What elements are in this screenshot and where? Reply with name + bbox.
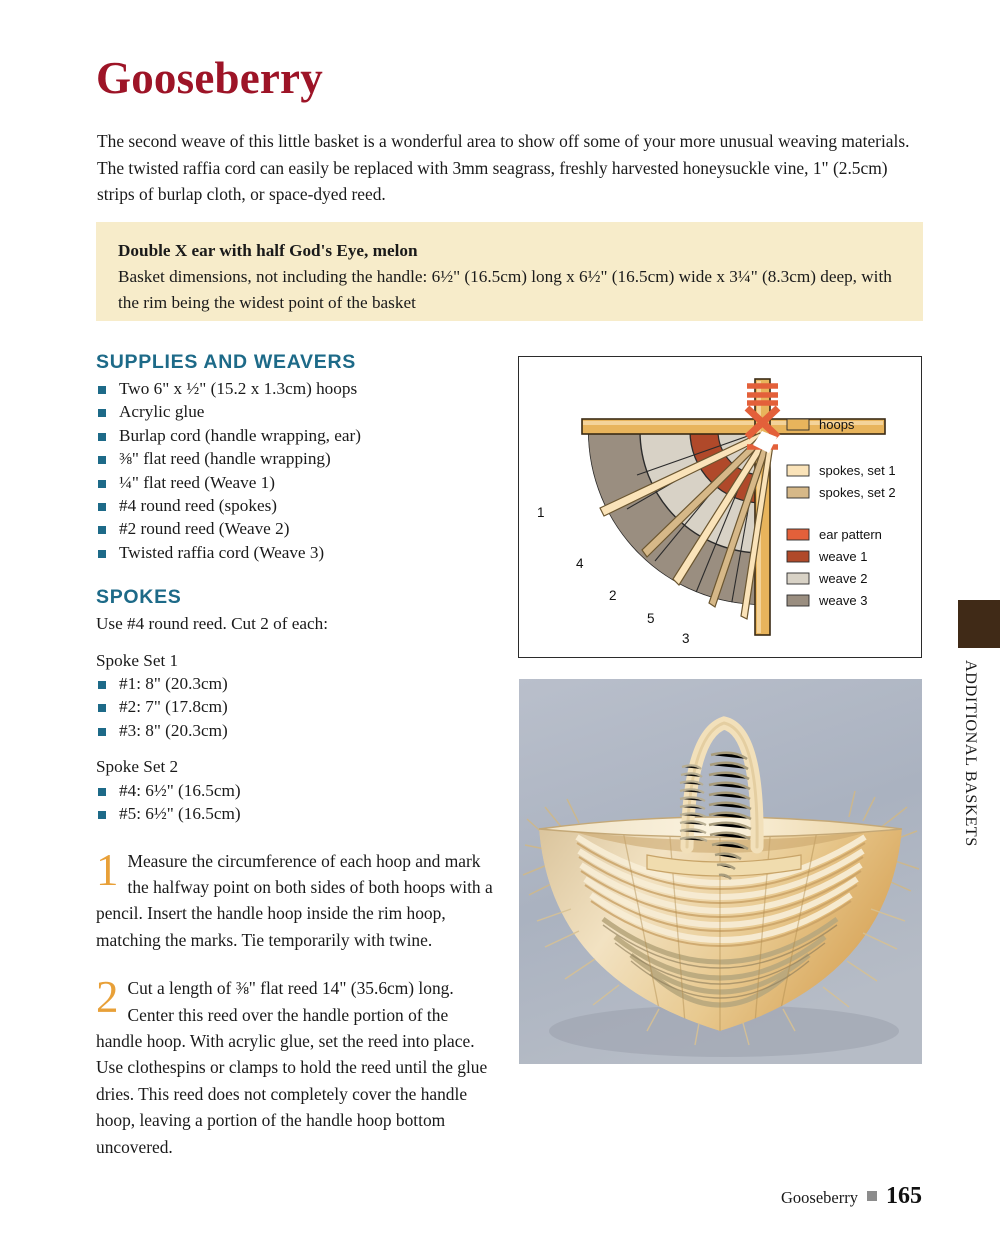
supplies-list-item-label: ⅜" flat reed (handle wrapping) [119,449,331,469]
legend-swatch [787,595,809,606]
spoke-label-3: 3 [682,631,690,646]
spoke-label-4: 4 [576,556,584,571]
spoke-set-2-list [96,779,496,826]
spoke-set-1-label: Spoke Set 1 [96,650,179,670]
supplies-list-item-label: Two 6" x ½" (15.2 x 1.3cm) hoops [119,379,358,398]
legend-label: weave 3 [819,593,868,608]
legend-swatch [787,573,809,584]
legend-label: spokes, set 1 [819,463,896,478]
chapter-tab-label: ADDITIONAL BASKETS [962,660,980,847]
info-box-heading: Double X ear with half God's Eye, melon [118,241,418,260]
supplies-list-item-label: #4 round reed (spokes) [119,496,277,516]
bullet-square-icon [98,503,106,511]
spoke-label-5: 5 [647,611,655,626]
spoke-set-1-item [96,672,496,695]
bullet-square-icon [98,480,106,488]
step-number: 1 [96,844,119,895]
bullet-square-icon [98,681,106,689]
supplies-list-item-label: Burlap cord (handle wrapping, ear) [119,425,361,445]
spokes-heading: SPOKES [96,586,182,609]
supplies-list-item [96,541,496,564]
bullet-square-icon [98,550,106,558]
spoke-set-2-label: Spoke Set 2 [96,757,179,777]
diagram-svg [519,357,921,657]
supplies-list [96,377,496,564]
basket-photo [519,679,922,1064]
intro-paragraph: The second weave of this little basket is a wonderful area to show off some of your more unusual weaving materials. The twisted raffia cord can easily be replaced with 3mm seagrass, freshly harvested honeysuckle vine, 1" (2.5cm) strips of burlap cloth, or space-dyed reed. [97,131,910,204]
bullet-square-icon [98,409,106,417]
spoke-set-1-item-label: #1: 8" (20.3cm) [119,674,228,694]
supplies-list-item [96,517,496,540]
diagram-legend [787,417,896,608]
spoke-set-2-item [96,802,496,825]
steps-container [96,844,496,1160]
footer-chapter-name: Gooseberry [781,1188,858,1207]
spoke-label-2: 2 [609,588,617,603]
legend-swatch [787,551,809,562]
basket-info-box [96,222,923,321]
bullet-square-icon [98,433,106,441]
info-box-body: Basket dimensions, not including the handle: 6½" (16.5cm) long x 6½" (16.5cm) wide x 3¼" (8.3cm) deep, with the rim being the widest point of the basket [118,267,892,312]
legend-label: hoops [819,417,855,432]
bullet-square-icon [98,788,106,796]
legend-label: weave 1 [819,549,868,564]
page-title: Gooseberry [96,53,323,103]
supplies-list-item [96,494,496,517]
bullet-square-icon [98,526,106,534]
spoke-set-1-item-label: #2: 7" (17.8cm) [119,697,228,717]
supplies-list-item-label: Twisted raffia cord (Weave 3) [119,542,325,562]
basket-photo-svg [519,679,922,1064]
spoke-set-1-item [96,719,496,742]
step-number: 2 [96,972,119,1023]
weaving-diagram [518,356,922,658]
legend-swatch [787,487,809,498]
spoke-set-2-item-label: #4: 6½" (16.5cm) [119,780,241,800]
bullet-square-icon [98,811,106,819]
step-text: Cut a length of ⅜" flat reed 14" (35.6cm) long. Center this reed over the handle portion of the handle hoop. With acrylic glue, set the reed into place. Use clothespins or clamps to hold the reed until the glue dries. This reed does not completely cover the handle hoop, leaving a portion of the handle hoop bottom uncovered. [96,978,488,1157]
spoke-set-1-list [96,672,496,742]
supplies-list-item-label: ¼" flat reed (Weave 1) [119,472,275,492]
spoke-set-1-item-label: #3: 8" (20.3cm) [119,720,228,740]
page-footer [781,1183,922,1210]
instruction-step [96,844,496,954]
bullet-square-icon [98,704,106,712]
legend-swatch [787,419,809,430]
supplies-heading: SUPPLIES AND WEAVERS [96,351,356,373]
supplies-list-item [96,471,496,494]
supplies-list-item-label: #2 round reed (Weave 2) [119,519,290,539]
spokes-intro: Use #4 round reed. Cut 2 of each: [96,614,328,634]
instruction-step [96,972,496,1160]
footer-page-number: 165 [886,1183,922,1209]
spoke-set-2-item-label: #5: 6½" (16.5cm) [119,804,241,824]
spoke-set-2-item [96,779,496,802]
spoke-set-1-item [96,695,496,718]
step-text: Measure the circumference of each hoop and mark the halfway point on both sides of both hoops with a pencil. Insert the handle hoop inside the rim hoop, matching the marks. Tie temporarily with twine. [96,850,493,950]
spoke-label-1: 1 [537,505,545,520]
legend-swatch [787,465,809,476]
supplies-list-item [96,447,496,470]
chapter-tab-block [958,600,1000,648]
legend-label: weave 2 [819,571,868,586]
bullet-square-icon [98,728,106,736]
legend-label: spokes, set 2 [819,485,896,500]
supplies-list-item [96,400,496,423]
bullet-square-icon [98,456,106,464]
footer-square-icon [867,1191,877,1201]
bullet-square-icon [98,386,106,394]
supplies-list-item [96,377,496,400]
left-column [96,350,496,1160]
supplies-list-item [96,424,496,447]
legend-swatch [787,529,809,540]
legend-label: ear pattern [819,527,882,542]
supplies-list-item-label: Acrylic glue [119,402,205,422]
